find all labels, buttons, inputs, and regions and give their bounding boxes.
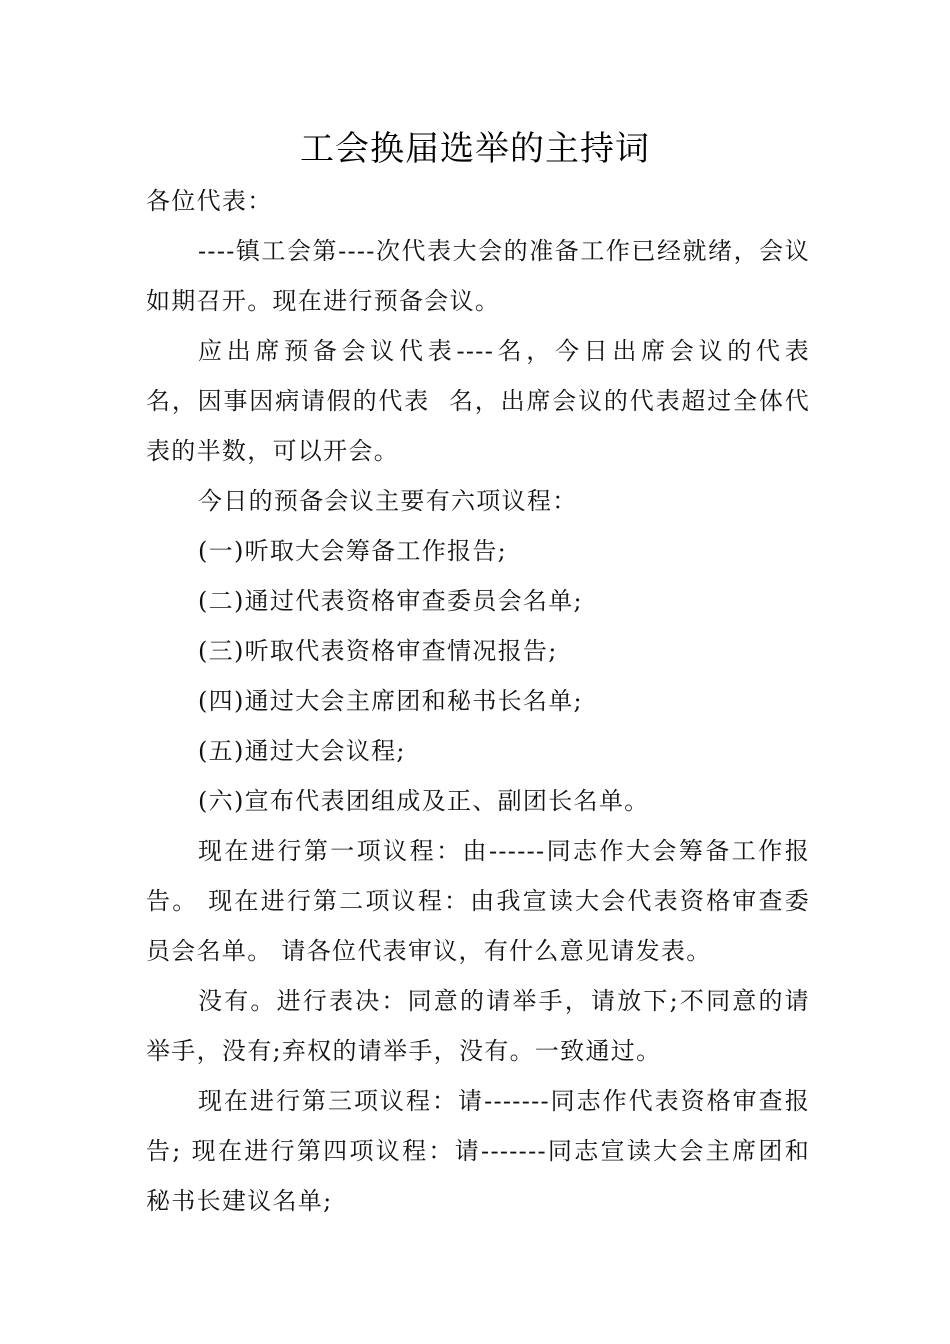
paragraph-first-second-items: 现在进行第一项议程：由------同志作大会筹备工作报告。 现在进行第二项议程：由我宣读大会代表资格审查委员会名单。 请各位代表审议，有什么意见请发表。 xyxy=(146,837,810,965)
agenda-item: (五)通过大会议程; xyxy=(198,737,406,765)
paragraph-vote: 没有。进行表决：同意的请举手，请放下;不同意的请举手，没有;弃权的请举手，没有。一致通过。 xyxy=(146,987,810,1065)
paragraph-third-fourth-items: 现在进行第三项议程：请-------同志作代表资格审查报告; 现在进行第四项议程：请-------同志宣读大会主席团和秘书长建议名单; xyxy=(146,1087,810,1215)
salutation: 各位代表： xyxy=(146,187,273,215)
agenda-item: (三)听取代表资格审查情况报告; xyxy=(198,637,558,665)
document-title: 工会换届选举的主持词 xyxy=(300,129,650,169)
paragraph-opening: ----镇工会第----次代表大会的准备工作已经就绪，会议如期召开。现在进行预备会议。 xyxy=(146,237,810,315)
agenda-item: (一)听取大会筹备工作报告; xyxy=(198,537,508,565)
paragraph-attendance: 应出席预备会议代表----名，今日出席会议的代表 名，因事因病请假的代表 名，出席会议的代表超过全体代表的半数，可以开会。 xyxy=(146,337,828,465)
agenda-item: (二)通过代表资格审查委员会名单; xyxy=(198,587,583,615)
document-body xyxy=(146,176,828,1226)
agenda-item: (四)通过大会主席团和秘书长名单; xyxy=(198,687,583,715)
paragraph-agenda-intro: 今日的预备会议主要有六项议程： xyxy=(198,487,578,515)
agenda-item: (六)宣布代表团组成及正、副团长名单。 xyxy=(198,787,650,815)
